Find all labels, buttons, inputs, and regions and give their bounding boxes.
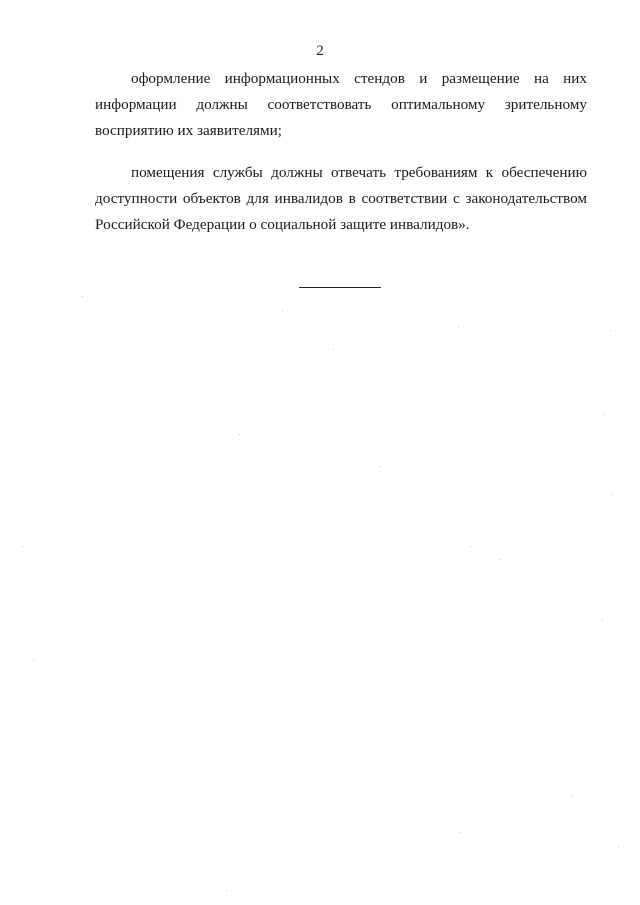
closing-divider <box>299 287 381 288</box>
scan-speck <box>611 494 612 495</box>
page-number: 2 <box>316 43 324 59</box>
scan-speck <box>610 330 611 331</box>
scan-speck <box>458 326 459 327</box>
scan-speck <box>22 546 23 547</box>
paragraph-accessibility: помещения службы должны отвечать требованиям к обеспечению доступности объектов для инвалидов в соответствии с законодательством Российской Федерации о социальной защите инвалидов». <box>95 164 587 233</box>
scan-speck <box>470 546 471 547</box>
scan-speck <box>618 846 619 847</box>
scan-speck <box>33 660 34 661</box>
scan-speck <box>282 310 283 311</box>
paragraph-info-stands: оформление информационных стендов и размещение на них информации должны соответствовать оптимальному зрительному восприятию их заявителями; <box>95 70 587 139</box>
scan-speck <box>380 466 381 467</box>
scan-speck <box>82 296 83 297</box>
scan-speck <box>239 434 240 435</box>
scan-speck <box>460 832 461 833</box>
scan-speck <box>602 620 603 621</box>
scan-speck <box>604 414 605 415</box>
scan-speck <box>226 890 227 891</box>
scan-speck <box>571 796 572 797</box>
scan-speck <box>500 559 501 560</box>
document-body <box>95 66 587 254</box>
scan-speck <box>333 349 334 350</box>
